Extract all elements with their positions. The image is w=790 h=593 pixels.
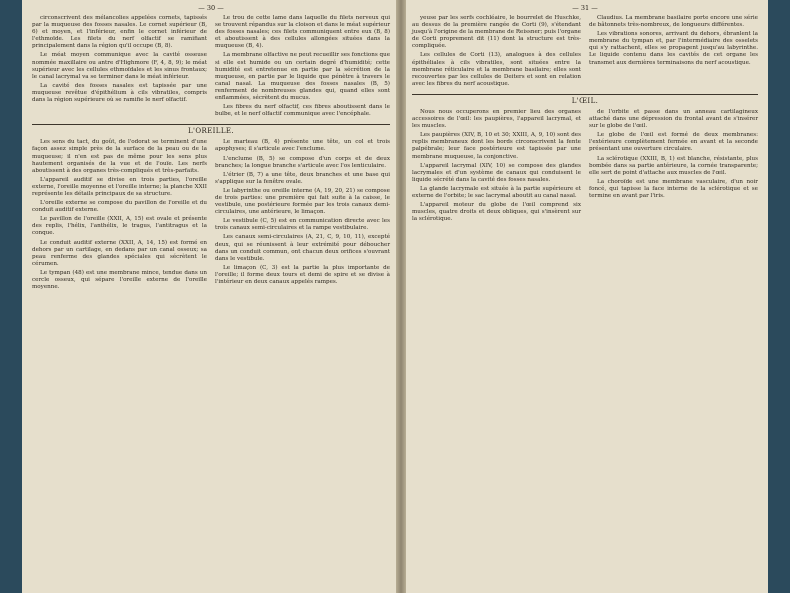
paragraph: Le méat moyen communique avec la cavité osseuse nommée maxillaire ou antre d'Highmore (F, 4, 8, 9); le méat supérieur avec les cellules ethmoïdales et les sinus frontaux; le canal lacrymal va se terminer dans le méat inférieur. xyxy=(32,52,207,80)
column-left xyxy=(412,109,581,225)
column-right xyxy=(215,139,390,293)
page-number: — 30 — xyxy=(198,4,224,12)
paragraph: Le labyrinthe ou oreille interne (A, 19, 20, 21) se compose de trois parties: une première qui fait suite à la caisse, le vestibule, une postérieure formée par les trois canaux demi-circulaires, une antérieure, le limaçon. xyxy=(215,187,390,216)
paragraph: circonscrivent des mélancolies appelées cornets, tapissés par la muqueuse des fosses nasales. Le cornet supérieur (B, 6) et moyen, et l'inférieur, enfin le cornet inférieur de l'ethmoïde. Les filets du nerf olfactif se ramifiant principalement dans la région qu'il occupe (B, 8). xyxy=(32,15,207,50)
paragraph: La membrane olfactive ne peut recueillir ses fonctions que si elle est humide ou un certain degré d'humidité; cette humidité est entretenue en partie par la sécrétion de la muqueuse, en partie par le liquide que pénètre à travers le canal nasal. La muqueuse des fosses nasales (B, 5) renferment de nombreuses glandes qui, quand elles sont enflammées, sécrètent du mucus. xyxy=(215,52,391,102)
paragraph: L'étrier (B, 7) a une tête, deux branches et une base qui s'applique sur la fenêtre ovale. xyxy=(215,171,390,185)
column-right xyxy=(589,15,758,90)
paragraph: Le pavillon de l'oreille (XXII, A, 15) est ovale et présente des replis, l'hélix, l'anthélix, le tragus, l'antitragus et la conque. xyxy=(32,216,207,237)
column-right xyxy=(589,109,758,225)
section-heading: L'OREILLE. xyxy=(187,127,235,136)
paragraph: L'appareil lacrymal (XIV, 10) se compose des glandes lacrymales et d'un système de canaux qui conduisent le liquide sécrété dans la cavité des fosses nasales. xyxy=(412,162,581,183)
paragraph: Le marteau (B, 4) présente une tête, un col et trois apophyses; il s'articule avec l'enclume. xyxy=(215,139,390,153)
paragraph: Claudius. La membrane basilaire porte encore une série de bâtonnets très-nombreux, de longueurs différentes. xyxy=(589,15,758,29)
page-number: — 31 — xyxy=(572,4,598,12)
paragraph: Les paupières (XIV, B, 10 et 30; XXIII, A, 9, 10) sont des replis membraneux dont les bords circonscrivent la fente palpébrale; leur face postérieure est tapissée par une membrane muqueuse, la conjonctive. xyxy=(412,132,581,160)
left-page xyxy=(22,0,400,593)
paragraph: La glande lacrymale est située à la partie supérieure et externe de l'orbite; le sac lacrymal aboutit au canal nasal. xyxy=(412,185,581,199)
bottom-columns xyxy=(412,109,758,225)
paragraph: La choroïde est une membrane vasculaire, d'un noir foncé, qui tapisse la face interne de la sclérotique et se termine en avant par l'iris. xyxy=(589,178,758,199)
right-page xyxy=(402,0,768,593)
paragraph: L'appareil moteur du globe de l'œil comprend six muscles, quatre droits et deux obliques, qui s'insèrent sur la sclérotique. xyxy=(412,202,581,223)
section-divider xyxy=(412,94,758,95)
column-right xyxy=(215,15,390,120)
paragraph: Le conduit auditif externe (XXII, A, 14, 15) est formé en dehors par un cartilage, en dedans par un canal osseux; sa peau renferme des glandes spéciales qui sécrètent le cérumen. xyxy=(32,239,207,267)
paragraph: Les cellules de Corti (13), analogues à des cellules épithéliales à cils vibratiles, sont situées entre la membrane réticulaire et la membrane basilaire; elles sont recouvertes par les cellules de Deiters et sont en relation avec les fibres du nerf acoustique. xyxy=(412,52,581,87)
paragraph: L'oreille externe se compose du pavillon de l'oreille et du conduit auditif externe. xyxy=(32,200,207,214)
column-left xyxy=(412,15,581,90)
paragraph: Le trou de cette lame dans laquelle du filets nerveux qui se trouvent répandus sur la cloison et dans le méat supérieur des fosses nasales; ces filets communiquent entre eux (B, 8) et aboutissent à des cellules allongées situées dans la muqueuse (B, 4). xyxy=(215,15,390,50)
book-cover-right xyxy=(768,0,790,593)
paragraph: yeuse par les serfs cochléaire, le bourrelet de Huschke, au dessus de la première rangée de Corti (9), s'étendant jusqu'à l'origine de la membrane de Reissner; puis l'organe de Corti proprement dit (11) dont la structure est très-compliquée. xyxy=(412,15,581,50)
paragraph: Le globe de l'œil est formé de deux membranes: l'extérieure complètement fermée en avant et la seconde présentant une ouverture circulaire. xyxy=(589,132,758,153)
paragraph: Les sens du tact, du goût, de l'odorat se terminent d'une façon assez simple près de la surface de la peau ou de la muqueuse; il n'en est pas de même pour les sens plus hautement organisés de la vue et de l'ouïe. Les nerfs aboutissent à des organes très-compliqués et très-parfaits. xyxy=(32,139,207,174)
paragraph: Le tympan (48) est une membrane mince, tendue dans un cercle osseux, qui sépare l'oreille externe de l'oreille moyenne. xyxy=(32,269,207,291)
paragraph: Les canaux semi-circulaires (A, 21, C, 9, 10, 11), excepté deux, qui se réunissent à leur extrémité pour déboucher dans un conduit commun, ont chacun deux orifices s'ouvrant dans le vestibule. xyxy=(215,234,390,262)
section-heading: L'ŒIL. xyxy=(571,96,599,105)
section-divider xyxy=(32,124,390,125)
paragraph: Le vestibule (C, 5) est en communication directe avec les trois canaux semi-circulaires et la rampe vestibulaire. xyxy=(215,218,390,232)
paragraph: La sclérotique (XXIII, B, 1) est blanche, résistante, plus bombée dans sa partie antérieure, la cornée transparente; elle sert de point d'attache aux muscles de l'œil. xyxy=(589,155,758,176)
book-cover-left xyxy=(0,0,22,593)
top-columns xyxy=(412,15,758,90)
paragraph: L'enclume (B, 5) se compose d'un corps et de deux branches; la longue branche s'articule avec l'os lenticulaire. xyxy=(215,155,390,169)
paragraph: La cavité des fosses nasales est tapissée par une muqueuse revêtue d'épithélium à cils vibratiles, compris dans la région supérieure où se ramifie le nerf olfactif. xyxy=(32,82,207,104)
top-columns xyxy=(32,15,390,120)
paragraph: Le limaçon (C, 3) est la partie la plus importante de l'oreille; il forme deux tours et demi de spire et se divise à l'intérieur en deux canaux appelés rampes. xyxy=(215,264,390,285)
book-gutter xyxy=(396,0,406,593)
bottom-columns xyxy=(32,139,390,293)
paragraph: de l'orbite et passe dans un anneau cartilagineux attaché dans une dépression du frontal avant de s'insérer sur le globe de l'œil. xyxy=(589,108,758,130)
paragraph: Les vibrations sonores, arrivant du dehors, ébranlent la membrane du tympan et, par l'intermédiaire des osselets qui s'y rattachent, elles se propagent jusqu'au labyrinthe. Le liquide contenu dans les cavités de cet organe les transmet aux dernières terminaisons du nerf acoustique. xyxy=(589,31,758,66)
paragraph: L'appareil auditif se divise en trois parties, l'oreille externe, l'oreille moyenne et l'oreille interne; la planche XXII représente les détails principaux de sa structure. xyxy=(32,176,207,197)
paragraph: Les fibres du nerf olfactif, ces fibres aboutissent dans le bulbe, et le nerf olfactif communique avec l'encéphale. xyxy=(215,104,390,118)
column-left xyxy=(32,15,207,120)
paragraph: Nous nous occuperons en premier lieu des organes accessoires de l'œil: les paupières, l'appareil lacrymal, et les muscles. xyxy=(412,108,581,130)
column-left xyxy=(32,139,207,293)
